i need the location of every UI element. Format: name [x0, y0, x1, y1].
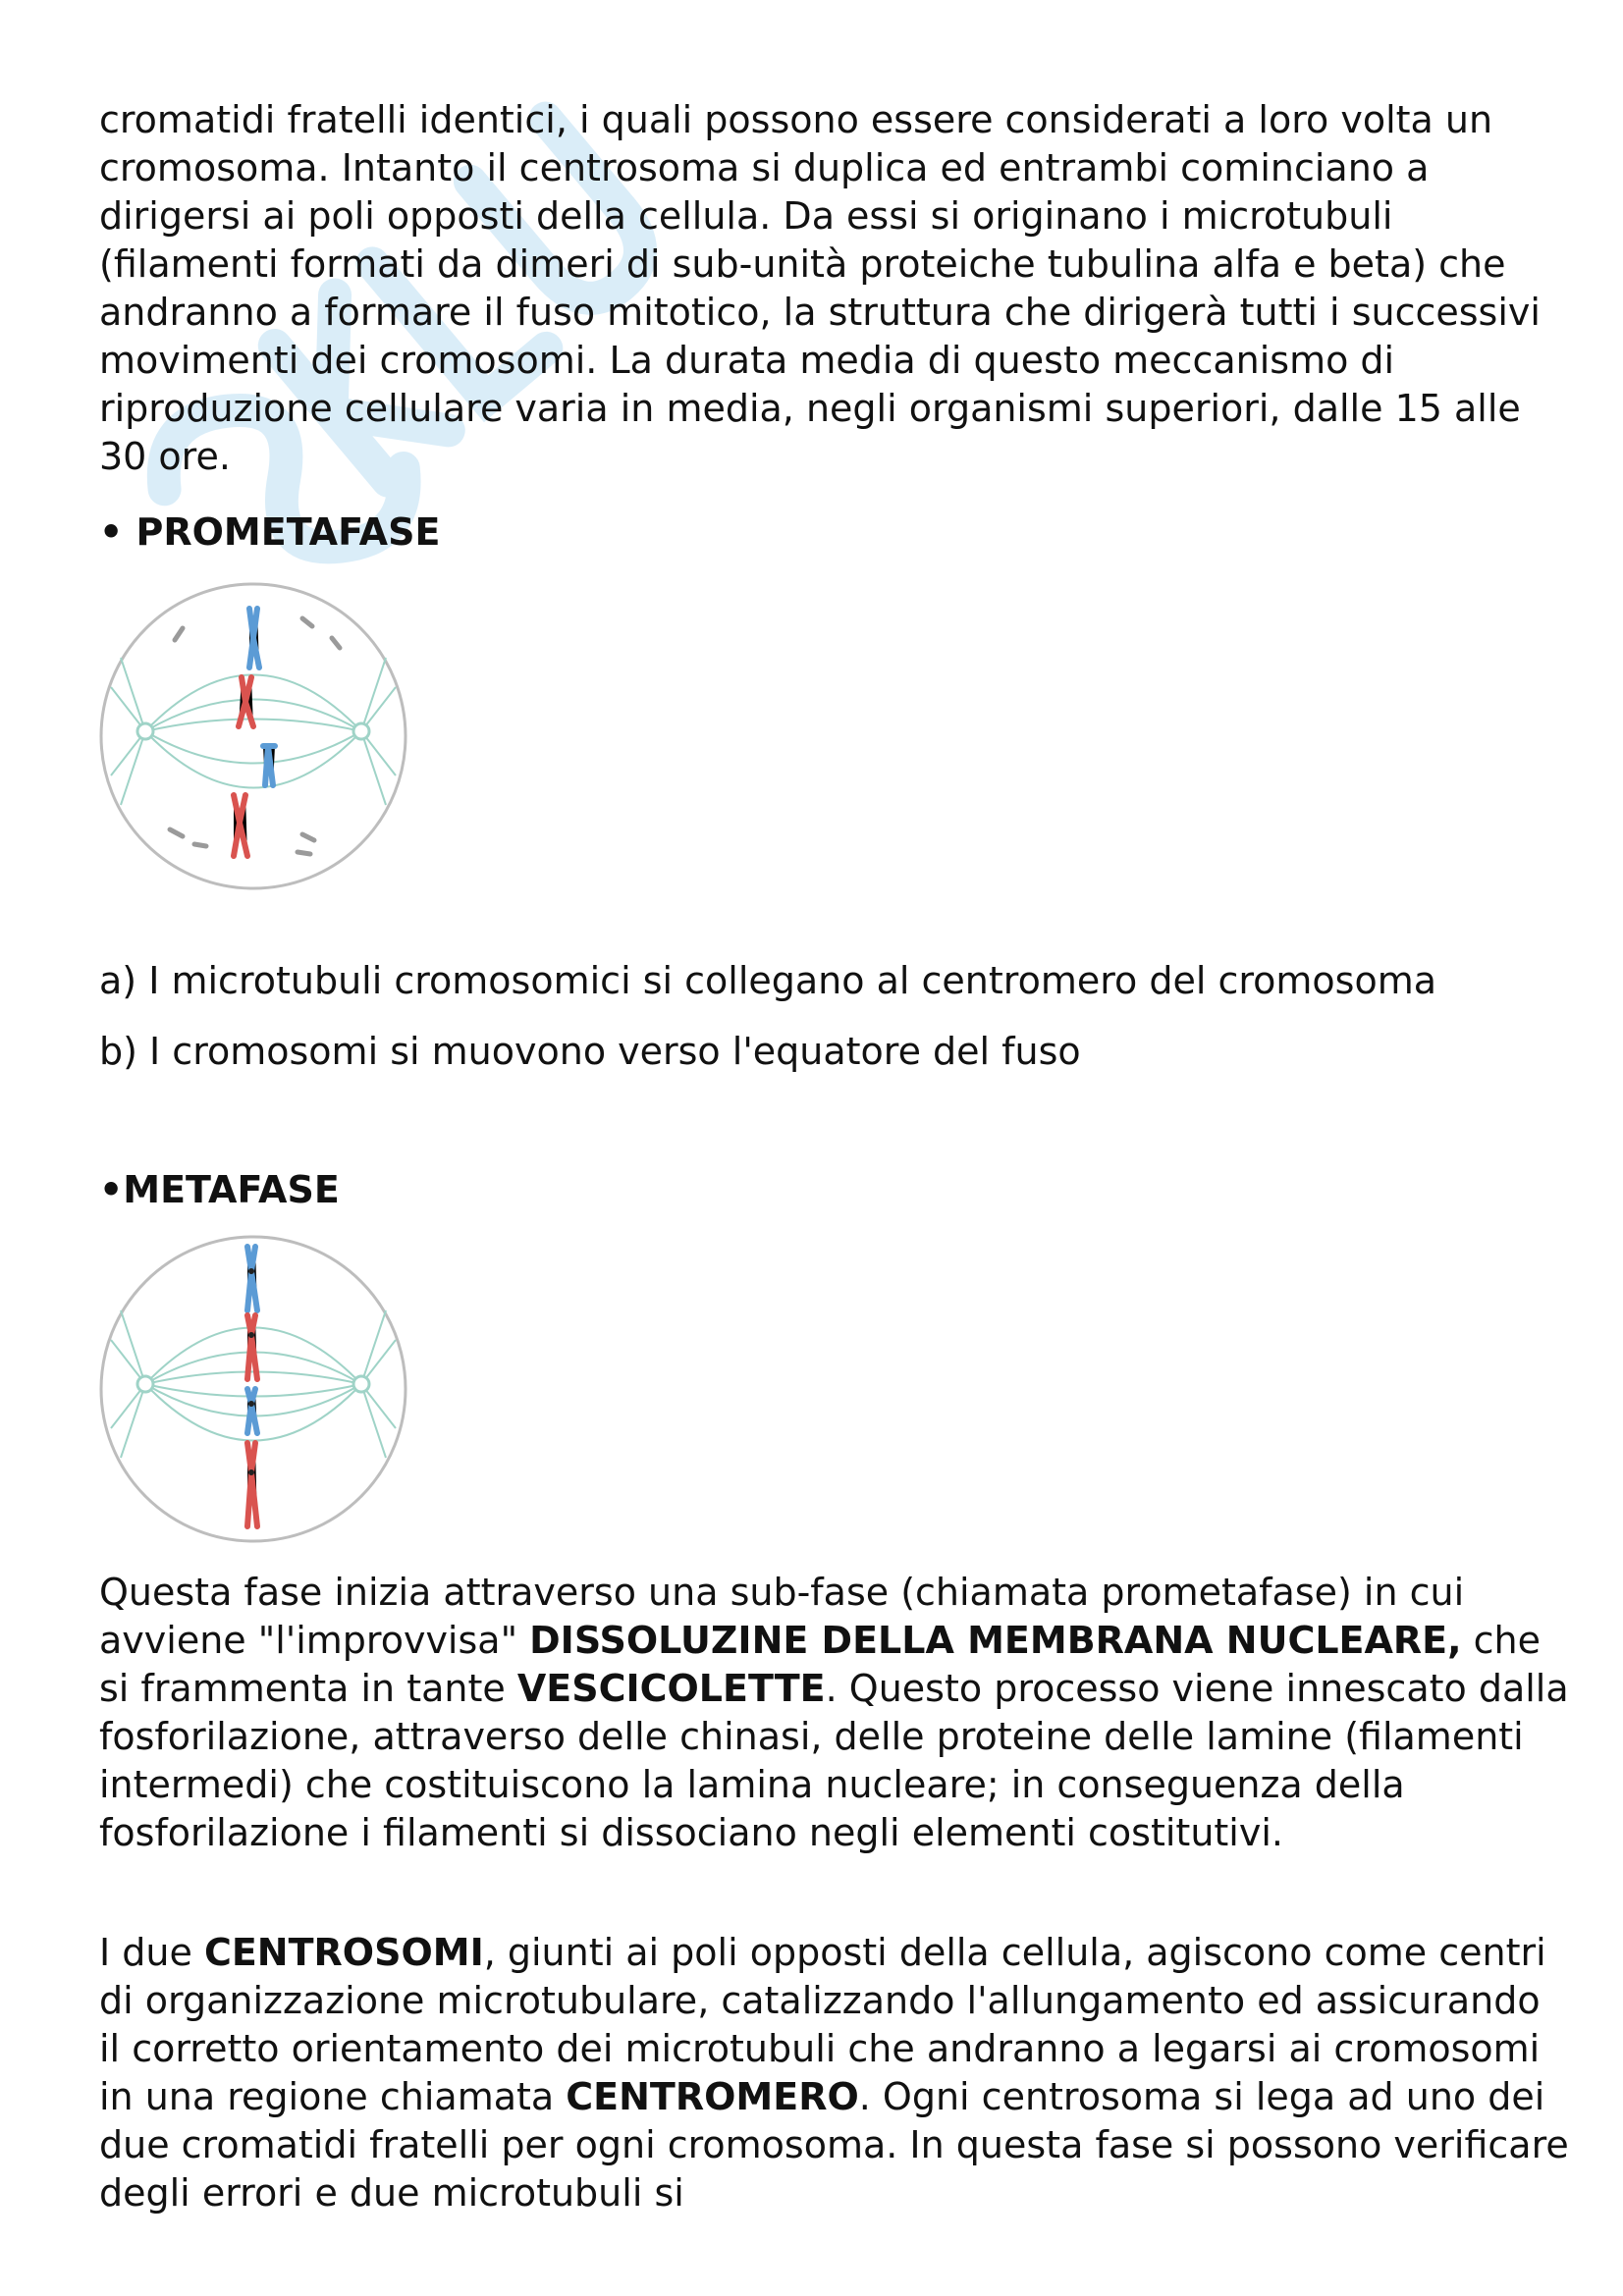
metaphase-cell-diagram: [96, 1232, 410, 1546]
metafase-heading: •METAFASE: [99, 1168, 340, 1211]
prometafase-heading: • PROMETAFASE: [99, 510, 441, 554]
bold-term-membrana: DISSOLUZINE DELLA MEMBRANA NUCLEARE,: [529, 1619, 1462, 1662]
text-run: . Ogni centrosoma si lega ad uno dei due cromatidi fratelli per ogni cromosoma. In questa fase si possono verificare degli errori e due microtubuli si: [99, 2075, 1569, 2215]
text-run: . Questo processo viene innescato dalla fosforilazione, attraverso delle chinasi, delle proteine delle lamine (filamenti intermedi) che costituiscono la lamina nucleare; in conseguenza della fosforilazione i filamenti si dissociano negli elementi costitutivi.: [99, 1667, 1569, 1854]
intro-paragraph: cromatidi fratelli identici, i quali possono essere considerati a loro volta un cromosoma. Intanto il centrosoma si duplica ed entrambi cominciano a dirigersi ai poli opposti della cellula. Da essi si originano i microtubuli (filamenti formati da dimeri di sub-unità proteiche tubulina alfa e beta) che andranno a formare il fuso mitotico, la struttura che dirigerà tutti i successivi movimenti dei cromosomi. La durata media di questo meccanismo di riproduzione cellulare varia in media, negli organismi superiori, dalle 15 alle 30 ore.: [99, 98, 1541, 478]
text-run: Questa fase inizia attraverso una sub-fase (chiamata prometafase) in cui avviene "l'improvvisa": [99, 1571, 1465, 1662]
prometafase-item-a: a) I microtubuli cromosomici si collegano al centromero del cromosoma: [99, 959, 1437, 1002]
prometafase-item-b: b) I cromosomi si muovono verso l'equatore del fuso: [99, 1030, 1081, 1073]
bold-term-vescicolette: VESCICOLETTE: [516, 1667, 826, 1710]
bold-term-centromero: CENTROMERO: [566, 2075, 859, 2118]
prometaphase-cell-diagram: [96, 579, 410, 893]
text-run: che si frammenta in tante: [99, 1619, 1542, 1710]
bold-term-centrosomi: CENTROSOMI: [203, 1931, 484, 1974]
text-run: , giunti ai poli opposti della cellula, agiscono come centri di organizzazione microtubulare, catalizzando l'allungamento ed assicurando il corretto orientamento dei microtubuli che andranno a legarsi ai cromosomi in una regione chiamata: [99, 1931, 1546, 2118]
metafase-paragraph-1: [99, 1569, 1572, 1857]
metafase-paragraph-2: [99, 1929, 1572, 2217]
text-run: I due: [99, 1931, 204, 1974]
